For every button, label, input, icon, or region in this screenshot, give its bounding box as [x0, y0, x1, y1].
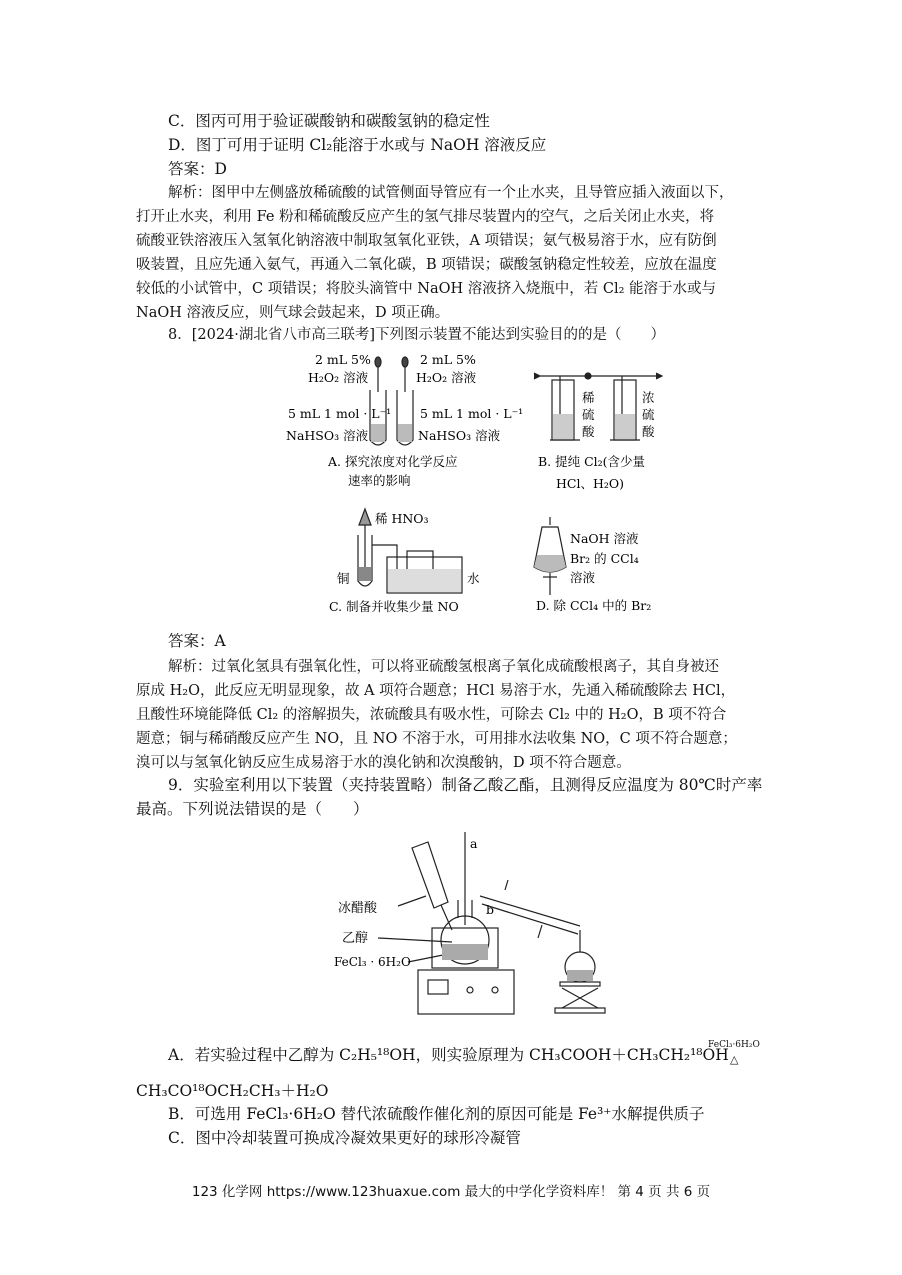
- q7-analysis-line: 较低的小试管中，C 项错误；将胶头滴管中 NaOH 溶液挤入烧瓶中，若 Cl₂ 能溶于水或与: [136, 281, 717, 297]
- figD-l2: Br₂ 的 CCl₄: [570, 551, 639, 566]
- q7-analysis-line: 打开止水夹，利用 Fe 粉和稀硫酸反应产生的氢气排尽装置内的空气，之后关闭止水夹，将: [136, 209, 715, 225]
- figA-tube2-left: NaHSO₃ 溶液: [286, 428, 369, 443]
- q7-analysis-line: NaOH 溶液反应，则气球会鼓起来，D 项正确。: [136, 305, 450, 321]
- q8-analysis-line: 原成 H₂O，此反应无明显现象，故 A 项符合题意；HCl 易溶于水，先通入稀硫酸除去 HCl，: [136, 683, 736, 699]
- q8-analysis-line: 且酸性环境能降低 Cl₂ 的溶解损失，浓硫酸具有吸水性，可除去 Cl₂ 中的 H₂O，B 项不符合: [136, 707, 727, 723]
- figure-q9-apparatus: [330, 830, 650, 1020]
- q7-analysis-line: 解析：图甲中左侧盛放稀硫酸的试管侧面导管应有一个止水夹，且导管应插入液面以下，: [168, 185, 734, 201]
- q9-label-a: a: [470, 836, 478, 851]
- figB-left-1: 稀: [582, 390, 595, 405]
- q9-option-a-line2: CH₃CO¹⁸OCH₂CH₃＋H₂O: [136, 1082, 329, 1100]
- q9-option-b: B．可选用 FeCl₃·6H₂O 替代浓硫酸作催化剂的原因可能是 Fe³⁺水解提供质子: [168, 1105, 705, 1123]
- figA-reagent2-left: H₂O₂ 溶液: [308, 370, 369, 385]
- q9-label-catalyst: FeCl₃ · 6H₂O: [334, 955, 411, 969]
- figD-l1: NaOH 溶液: [570, 531, 639, 546]
- figC-metal: 铜: [337, 571, 350, 586]
- q9-stem-line1: 9．实验室利用以下装置（夹持装置略）制备乙酸乙酯，且测得反应温度为 80℃时产率: [168, 776, 763, 794]
- figC-acid: 稀 HNO₃: [375, 511, 429, 526]
- figD-l3: 溶液: [570, 570, 596, 585]
- q9-label-acetic: 冰醋酸: [338, 901, 378, 916]
- figB-caption1: B. 提纯 Cl₂(含少量: [538, 454, 646, 469]
- figure-d-apparatus: [530, 515, 670, 620]
- figA-reagent1-left: 2 mL 5%: [315, 352, 371, 367]
- q8-analysis-line: 解析：过氧化氢具有强氧化性，可以将亚硫酸氢根离子氧化成硫酸根离子，其自身被还: [168, 659, 719, 675]
- q8-answer: 答案：A: [168, 632, 226, 650]
- q9-condition-top: FeCl₃·6H₂O: [708, 1040, 760, 1050]
- figC-water: 水: [467, 571, 480, 586]
- q9-label-b: b: [486, 902, 495, 917]
- figB-right-2: 硫: [642, 407, 655, 422]
- figB-right-3: 酸: [642, 424, 655, 439]
- figD-caption: D. 除 CCl₄ 中的 Br₂: [536, 598, 652, 613]
- figure-a-apparatus: [280, 348, 524, 493]
- figB-left-2: 硫: [582, 407, 595, 422]
- q7-option-d: D．图丁可用于证明 Cl₂能溶于水或与 NaOH 溶液反应: [168, 136, 547, 154]
- figA-reagent1-right: 2 mL 5%: [420, 352, 476, 367]
- figure-c-apparatus: [325, 505, 505, 620]
- figA-tube2-right: NaHSO₃ 溶液: [418, 428, 501, 443]
- figA-tube1-left: 5 mL 1 mol · L⁻¹: [288, 406, 392, 421]
- q9-condition-bottom: △: [730, 1053, 739, 1066]
- figB-right-1: 浓: [642, 390, 655, 405]
- figA-caption2: 速率的影响: [348, 473, 411, 488]
- figC-caption: C. 制备并收集少量 NO: [329, 599, 459, 614]
- figure-b-apparatus: [530, 362, 670, 497]
- q7-analysis-line: 吸装置，且应先通入氨气，再通入二氧化碳，B 项错误；碳酸氢钠稳定性较差，应放在温度: [136, 257, 717, 273]
- q8-analysis-line: 溴可以与氢氧化钠反应生成易溶于水的溴化钠和次溴酸钠，D 项不符合题意。: [136, 755, 631, 771]
- figB-caption2: HCl、H₂O): [556, 476, 624, 491]
- figB-left-3: 酸: [582, 424, 595, 439]
- q8-analysis-line: 题意；铜与稀硝酸反应产生 NO，且 NO 不溶于水，可用排水法收集 NO，C 项不符合题意；: [136, 731, 737, 747]
- q9-stem-line2: 最高。下列说法错误的是（ ）: [136, 800, 369, 818]
- q7-option-c: C．图丙可用于验证碳酸钠和碳酸氢钠的稳定性: [168, 112, 490, 130]
- q9-label-ethanol: 乙醇: [342, 931, 369, 946]
- q7-analysis-line: 硫酸亚铁溶液压入氢氧化钠溶液中制取氢氧化亚铁，A 项错误；氨气极易溶于水，应有防倒: [136, 233, 717, 249]
- page-footer: 123 化学网 https://www.123huaxue.com 最大的中学化学资料库！ 第 4 页 共 6 页: [191, 1184, 711, 1200]
- figA-caption1: A. 探究浓度对化学反应: [328, 454, 458, 469]
- q9-option-c: C．图中冷却装置可换成冷凝效果更好的球形冷凝管: [168, 1129, 521, 1147]
- q7-answer: 答案：D: [168, 160, 227, 178]
- q9-option-a-line1: A．若实验过程中乙醇为 C₂H₅¹⁸OH，则实验原理为 CH₃COOH＋CH₃CH₂¹⁸OH: [168, 1046, 729, 1064]
- figA-reagent2-right: H₂O₂ 溶液: [416, 370, 477, 385]
- q8-stem: 8．[2024·湖北省八市高三联考]下列图示装置不能达到实验目的的是（ ）: [168, 327, 666, 343]
- figA-tube1-right: 5 mL 1 mol · L⁻¹: [420, 406, 524, 421]
